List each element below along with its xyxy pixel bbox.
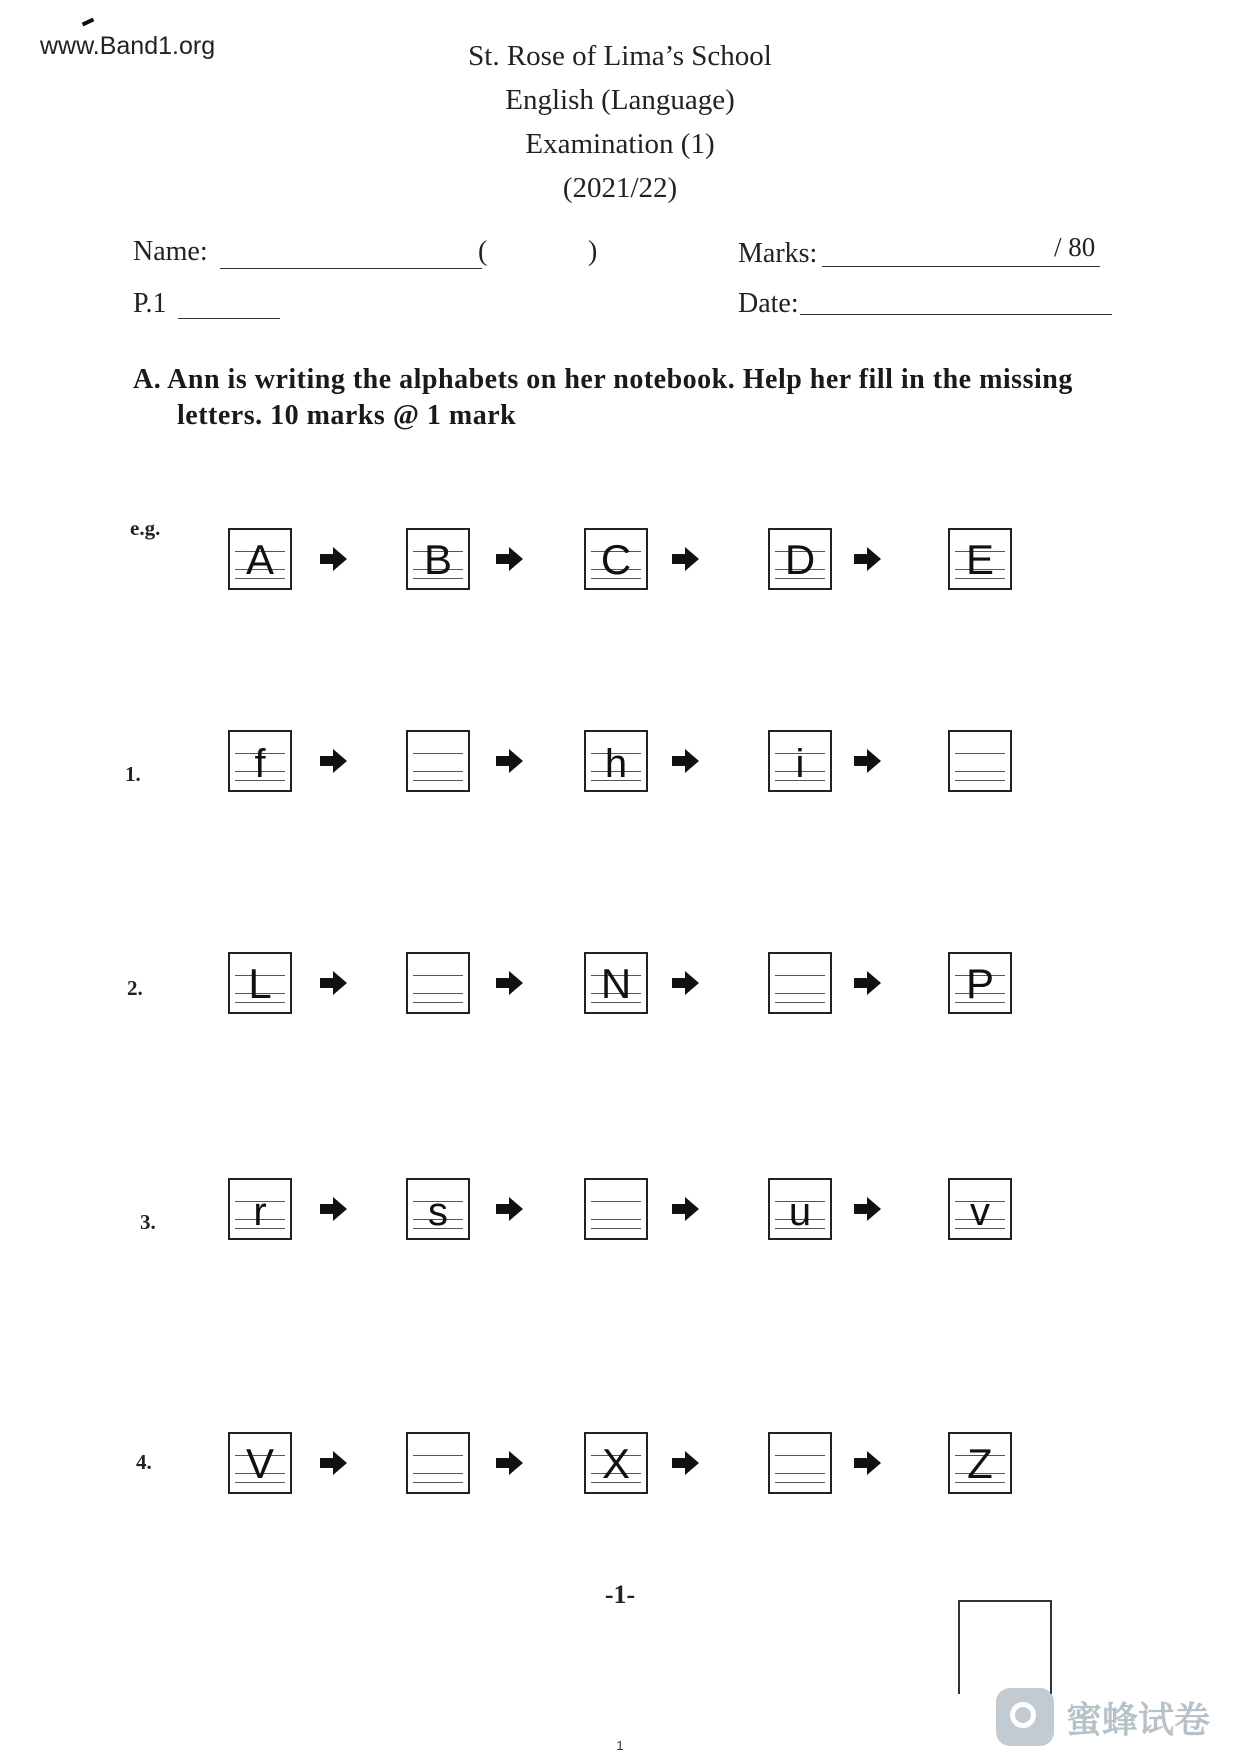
letter-text: E	[965, 536, 994, 583]
writing-guide-line	[775, 1002, 825, 1003]
letter-box	[948, 1178, 1012, 1240]
writing-guide-line	[775, 975, 825, 976]
blank-letter-box[interactable]	[406, 952, 470, 1014]
row-label-4: 4.	[136, 1450, 152, 1474]
letter-text: Z	[967, 1440, 993, 1487]
right-arrow-icon	[670, 546, 700, 572]
letter-text: D	[784, 536, 816, 583]
right-arrow-icon	[318, 1196, 348, 1222]
right-arrow-icon	[670, 748, 700, 774]
letter-box	[228, 528, 292, 590]
row-label-example: e.g.	[130, 516, 161, 540]
blank-letter-box[interactable]	[406, 730, 470, 792]
exam-year: (2021/22)	[562, 172, 678, 204]
writing-guide-line	[591, 1219, 641, 1220]
writing-guide-line	[413, 1002, 463, 1003]
right-arrow-icon	[852, 1196, 882, 1222]
marks-label: Marks:	[738, 238, 818, 269]
letter-text: s	[428, 1190, 448, 1234]
writing-guide-line	[413, 1482, 463, 1483]
letter-text: i	[795, 742, 805, 786]
letter-box	[584, 730, 648, 792]
letter-box	[406, 1178, 470, 1240]
name-line[interactable]	[220, 268, 482, 269]
writing-guide-line	[413, 771, 463, 772]
writing-guide-line	[413, 753, 463, 754]
right-arrow-icon	[318, 546, 348, 572]
letter-box	[228, 952, 292, 1014]
right-arrow-icon	[494, 748, 524, 774]
blank-letter-box[interactable]	[768, 1432, 832, 1494]
exam-title: Examination (1)	[525, 128, 715, 160]
letter-text: v	[970, 1190, 990, 1234]
writing-guide-line	[413, 975, 463, 976]
right-arrow-icon	[494, 970, 524, 996]
page-number: -1-	[604, 1580, 636, 1609]
letter-box	[584, 952, 648, 1014]
right-arrow-icon	[494, 546, 524, 572]
letter-box	[948, 1432, 1012, 1494]
letter-box	[948, 952, 1012, 1014]
writing-guide-line	[775, 1473, 825, 1474]
writing-guide-line	[413, 993, 463, 994]
date-label: Date:	[738, 288, 799, 319]
writing-guide-line	[775, 993, 825, 994]
writing-guide-line	[775, 1455, 825, 1456]
pen-mark	[82, 18, 95, 27]
watermark-text: 蜜蜂试卷	[1066, 1699, 1211, 1741]
subject-title: English (Language)	[505, 84, 735, 116]
letter-text: u	[788, 1190, 812, 1234]
letter-box	[948, 528, 1012, 590]
letter-box	[228, 1178, 292, 1240]
letter-box	[584, 1432, 648, 1494]
letter-box	[406, 528, 470, 590]
letter-text: V	[245, 1440, 274, 1487]
q-badge-icon	[996, 1688, 1054, 1746]
section-a-instruction-line1: A. Ann is writing the alphabets on her notebook. Help her fill in the missing	[133, 364, 1073, 395]
letter-text: h	[604, 742, 628, 786]
site-url: www.Band1.org	[40, 32, 216, 60]
letter-text: f	[254, 742, 266, 786]
row-label-2: 2.	[127, 976, 143, 1000]
section-a-instruction-line2: letters. 10 marks @ 1 mark	[177, 400, 517, 431]
watermark	[996, 1688, 1210, 1746]
letter-box	[768, 528, 832, 590]
right-arrow-icon	[494, 1450, 524, 1476]
letter-text: N	[600, 960, 632, 1007]
letter-text: B	[423, 536, 452, 583]
blank-letter-box[interactable]	[584, 1178, 648, 1240]
name-label: Name:	[133, 236, 208, 267]
school-name: St. Rose of Lima’s School	[468, 40, 772, 72]
right-arrow-icon	[852, 748, 882, 774]
blank-letter-box[interactable]	[948, 730, 1012, 792]
writing-guide-line	[413, 1473, 463, 1474]
writing-guide-line	[413, 1455, 463, 1456]
right-arrow-icon	[670, 1450, 700, 1476]
letter-box	[768, 730, 832, 792]
writing-guide-line	[775, 1482, 825, 1483]
blank-letter-box[interactable]	[406, 1432, 470, 1494]
letter-box	[228, 730, 292, 792]
marks-total: / 80	[1054, 232, 1096, 262]
right-arrow-icon	[852, 546, 882, 572]
letter-box	[228, 1432, 292, 1494]
class-number-open-paren: (	[478, 236, 488, 267]
letter-text: P	[965, 960, 994, 1007]
letter-box	[584, 528, 648, 590]
letter-text: C	[600, 536, 632, 583]
marks-line[interactable]	[822, 266, 1100, 267]
class-number-close-paren: )	[588, 236, 598, 267]
letter-box	[768, 1178, 832, 1240]
class-label: P.1	[133, 288, 167, 319]
letter-text: r	[253, 1190, 267, 1234]
class-line[interactable]	[178, 318, 280, 319]
letter-text: A	[245, 536, 274, 583]
right-arrow-icon	[318, 970, 348, 996]
writing-guide-line	[591, 1228, 641, 1229]
row-label-3: 3.	[140, 1210, 156, 1234]
right-arrow-icon	[670, 970, 700, 996]
score-box[interactable]	[958, 1600, 1052, 1694]
footer-page-number: 1	[616, 1738, 624, 1753]
right-arrow-icon	[318, 748, 348, 774]
row-label-1: 1.	[125, 762, 141, 786]
right-arrow-icon	[318, 1450, 348, 1476]
blank-letter-box[interactable]	[768, 952, 832, 1014]
right-arrow-icon	[670, 1196, 700, 1222]
writing-guide-line	[955, 771, 1005, 772]
writing-guide-line	[591, 1201, 641, 1202]
letter-text: L	[248, 960, 272, 1007]
writing-guide-line	[955, 753, 1005, 754]
letter-text: X	[601, 1440, 630, 1487]
writing-guide-line	[955, 780, 1005, 781]
writing-guide-line	[413, 780, 463, 781]
right-arrow-icon	[852, 970, 882, 996]
right-arrow-icon	[852, 1450, 882, 1476]
date-line[interactable]	[800, 314, 1112, 315]
right-arrow-icon	[494, 1196, 524, 1222]
